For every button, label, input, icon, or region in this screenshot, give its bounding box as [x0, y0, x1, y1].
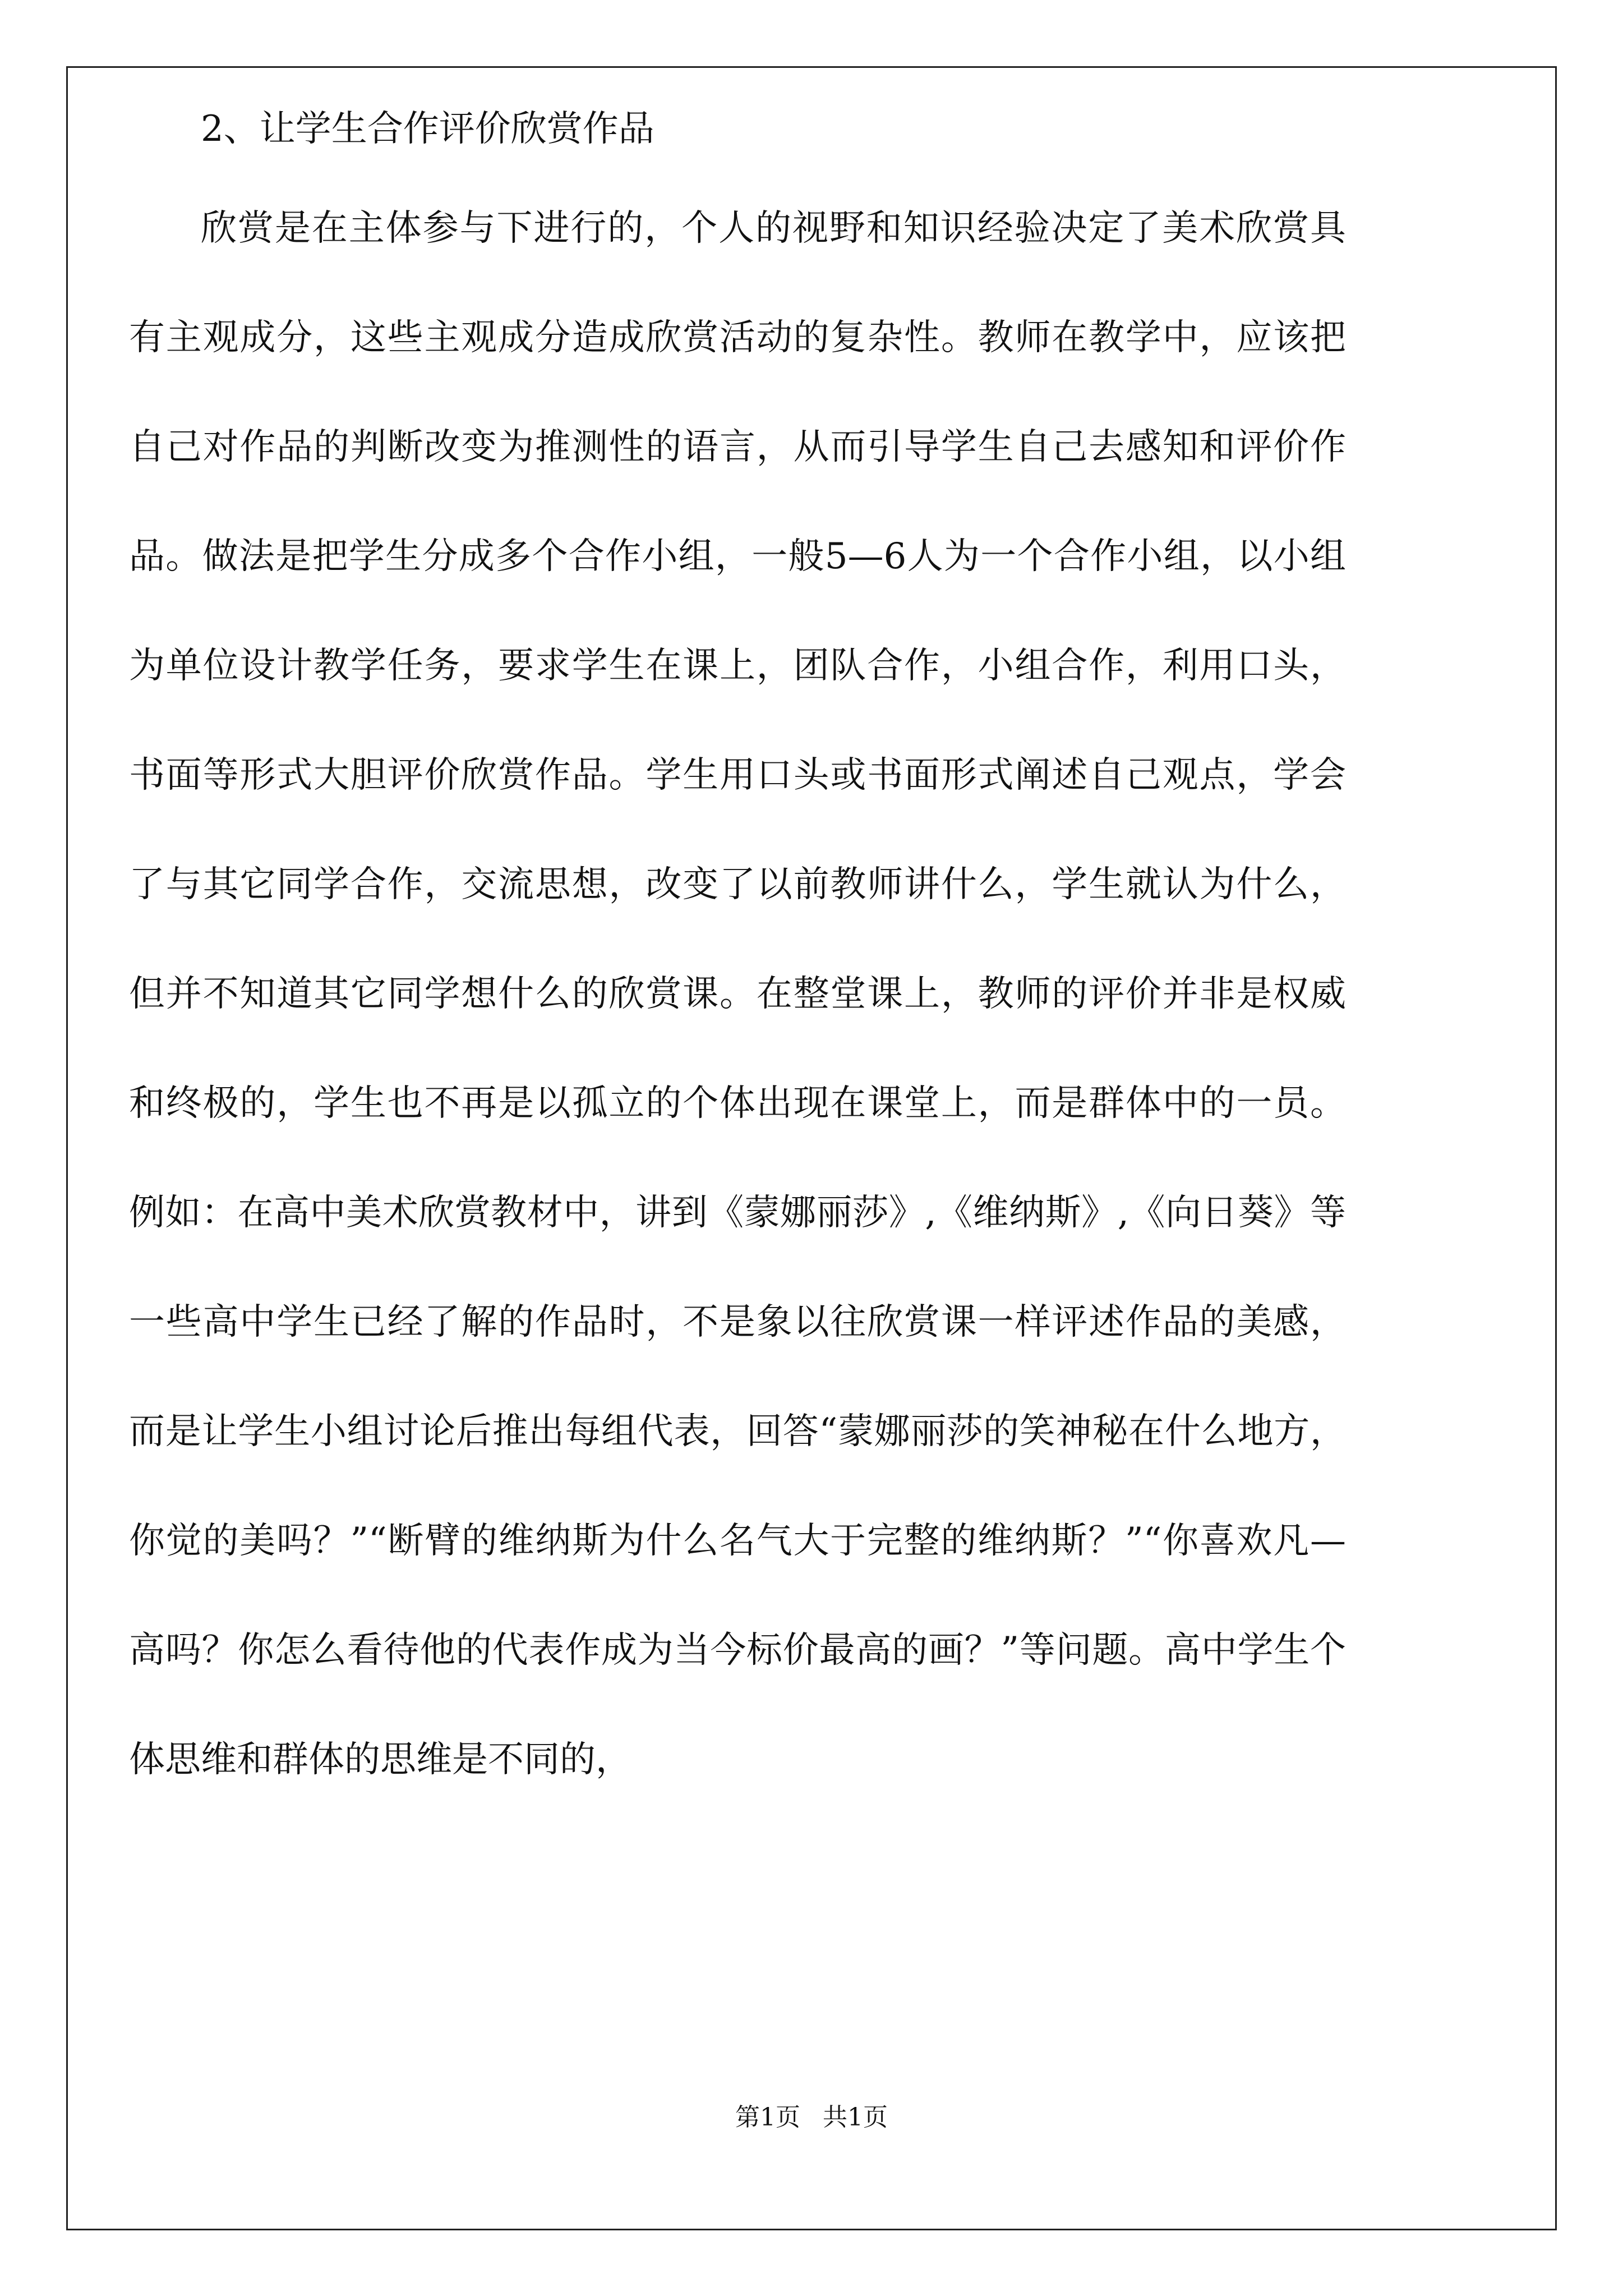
page-number: 第1页	[735, 2103, 800, 2132]
document-body	[129, 84, 1346, 1815]
body-paragraph: 欣赏是在主体参与下进行的，个人的视野和知识经验决定了美术欣赏具有主观成分，这些主观成分造成欣赏活动的复杂性。教师在教学中，应该把自己对作品的判断改变为推测性的语言，从而引导学生自己去感知和评价作品。做法是把学生分成多个合作小组，一般5—6人为一个合作小组，以小组为单位设计教学任务，要求学生在课上，团队合作，小组合作，利用口头，书面等形式大胆评价欣赏作品。学生用口头或书面形式阐述自己观点，学会了与其它同学合作，交流思想，改变了以前教师讲什么，学生就认为什么，但并不知道其它同学想什么的欣赏课。在整堂课上，教师的评价并非是权威和终极的，学生也不再是以孤立的个体出现在课堂上，而是群体中的一员。例如：在高中美术欣赏教材中，讲到《蒙娜丽莎》,《维纳斯》,《向日葵》等一些高中学生已经了解的作品时，不是象以往欣赏课一样评述作品的美感，而是让学生小组讨论后推出每组代表，回答“蒙娜丽莎的笑神秘在什么地方，你觉的美吗？”“断臂的维纳斯为什么名气大于完整的维纳斯？”“你喜欢凡—高吗？你怎么看待他的代表作成为当今标价最高的画？”等问题。高中学生个体思维和群体的思维是不同的，	[129, 208, 1346, 1780]
page-total: 共1页	[823, 2103, 888, 2132]
page-footer	[0, 2097, 1623, 2133]
section-heading: 2、让学生合作评价欣赏作品	[201, 108, 654, 150]
